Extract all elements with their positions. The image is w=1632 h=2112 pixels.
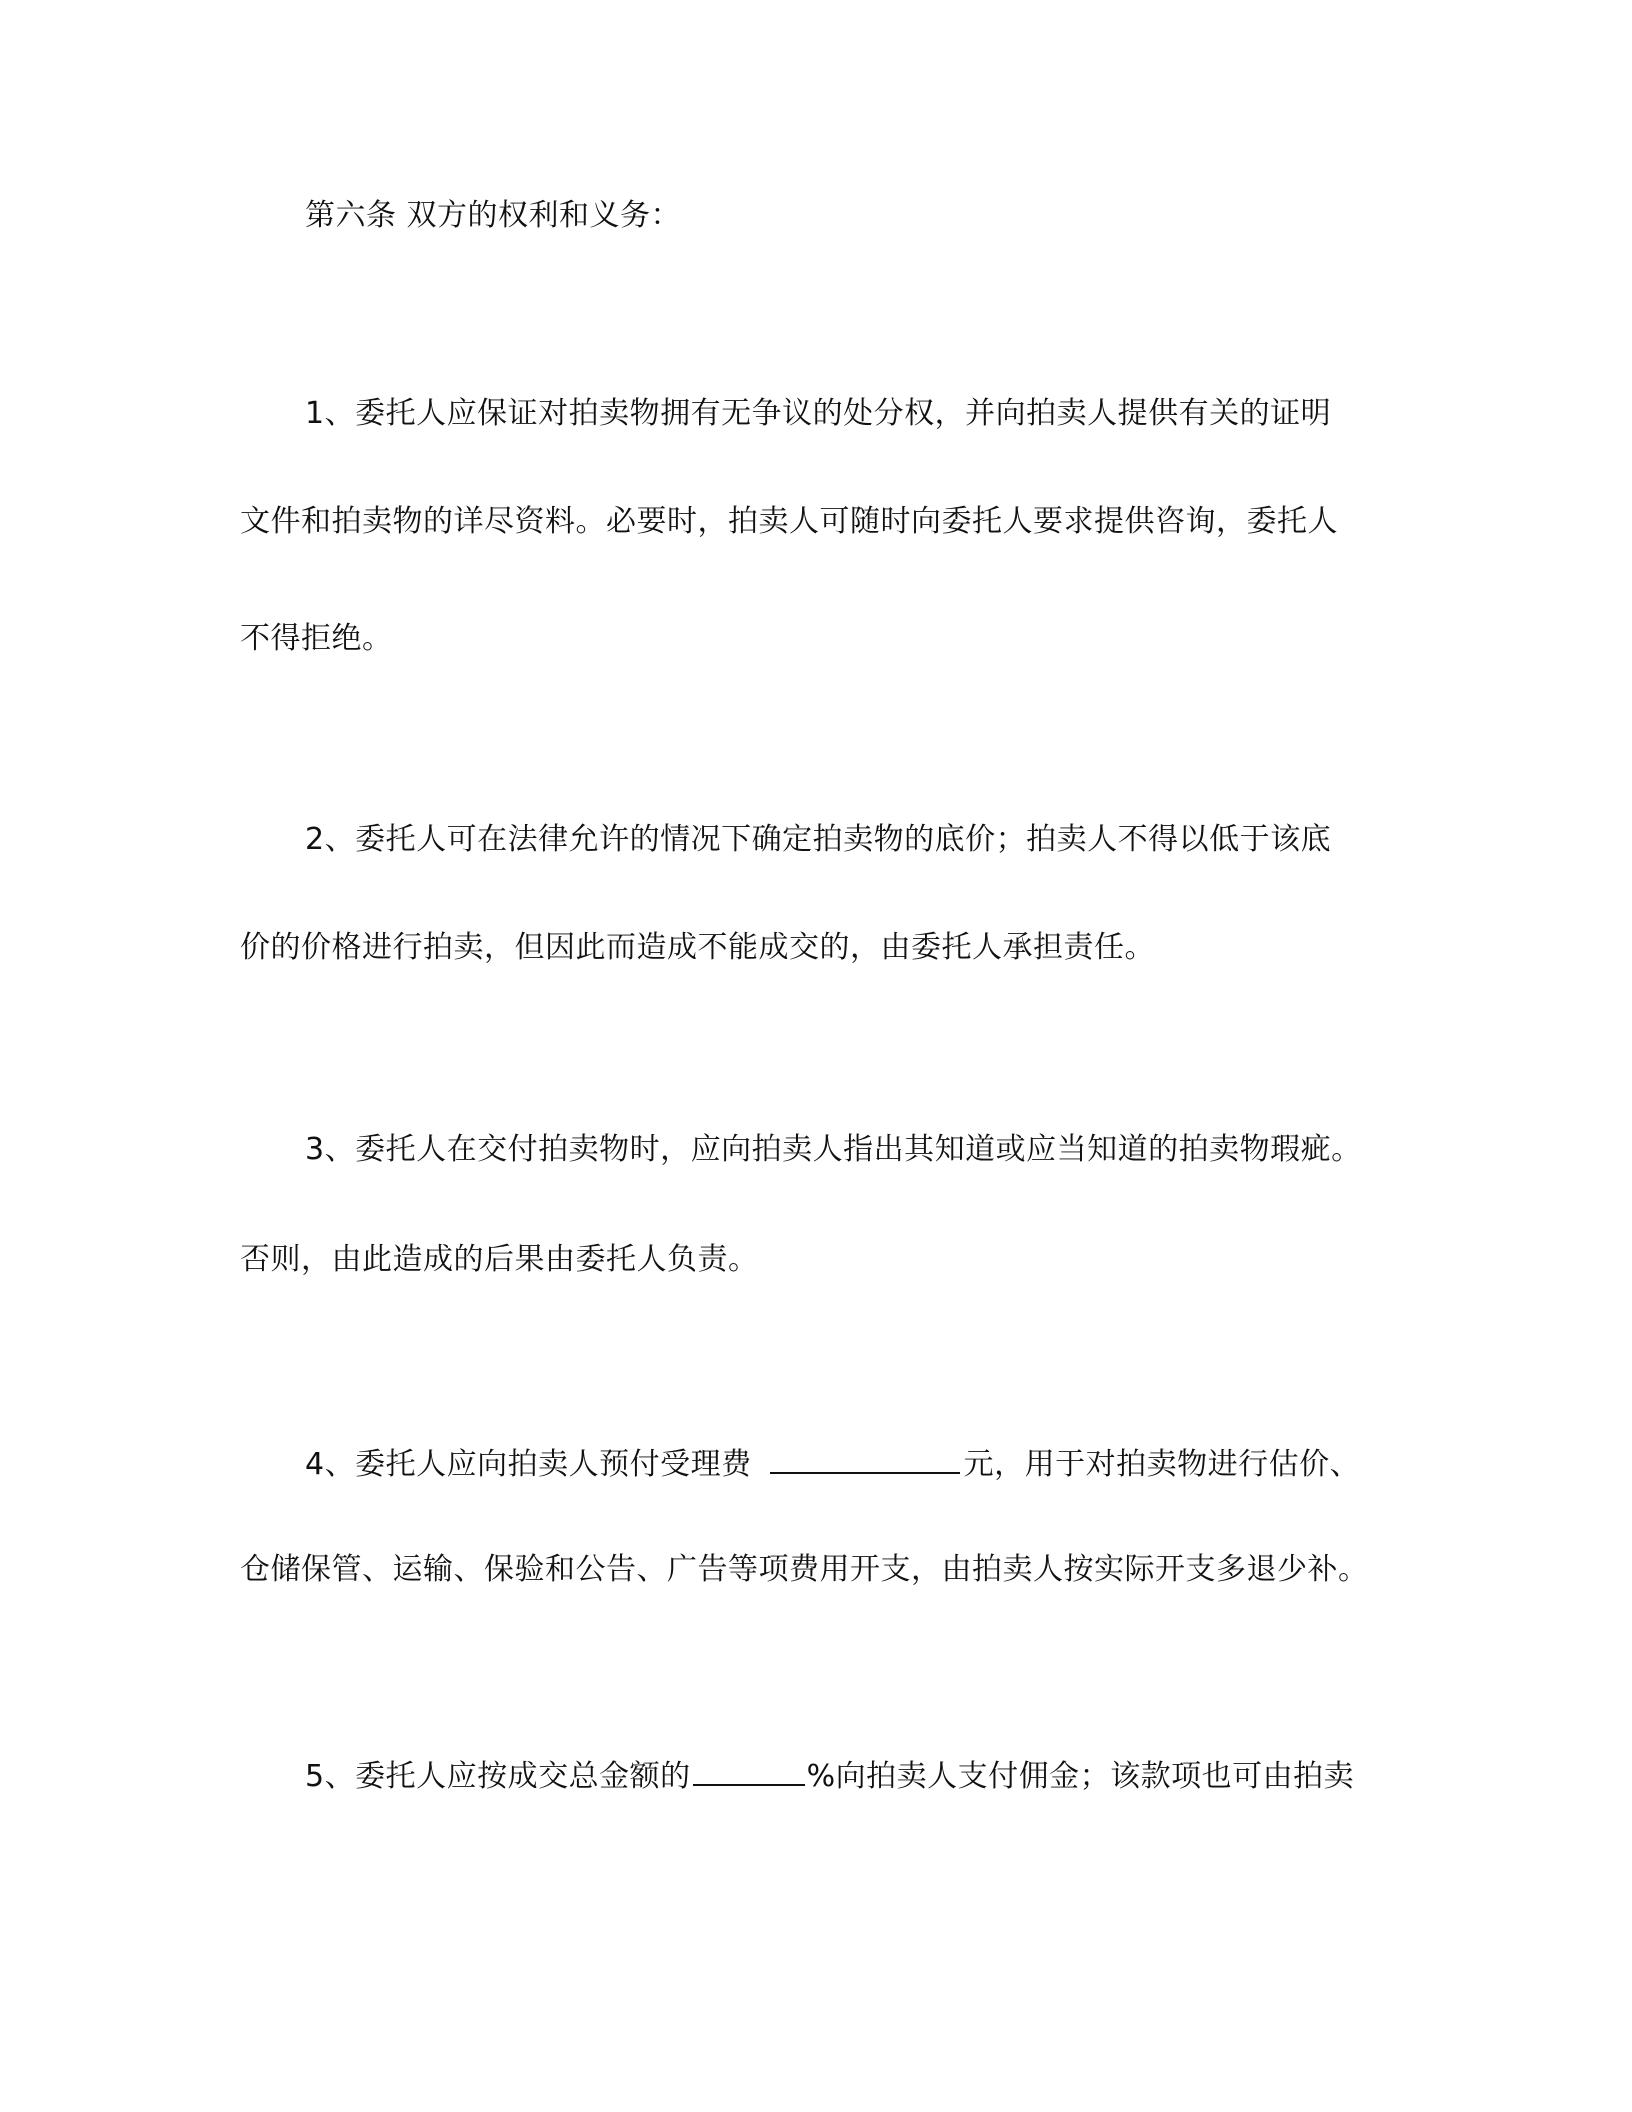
clause-2-line-2: 价的价格进行拍卖，但因此而造成不能成交的，由委托人承担责任。 bbox=[240, 930, 1155, 965]
commission-percent-blank bbox=[693, 1752, 805, 1786]
clause-5-line-1 bbox=[305, 1752, 1354, 1797]
clause-5-text-after-blank: %向拍卖人支付佣金；该款项也可由拍卖 bbox=[806, 1759, 1355, 1794]
clause-3-line-2: 否则，由此造成的后果由委托人负责。 bbox=[240, 1242, 759, 1277]
article-heading: 第六条 双方的权利和义务： bbox=[305, 198, 682, 233]
fee-amount-blank bbox=[770, 1440, 960, 1474]
clause-4-line-2: 仓储保管、运输、保验和公告、广告等项费用开支，由拍卖人按实际开支多退少补。 bbox=[240, 1552, 1369, 1587]
clause-3-line-1: 3、委托人在交付拍卖物时，应向拍卖人指出其知道或应当知道的拍卖物瑕疵。 bbox=[305, 1132, 1362, 1167]
clause-1-line-1: 1、委托人应保证对拍卖物拥有无争议的处分权，并向拍卖人提供有关的证明 bbox=[305, 396, 1332, 431]
clause-4-line-1 bbox=[305, 1440, 1360, 1485]
clause-5-text-before-blank: 5、委托人应按成交总金额的 bbox=[305, 1759, 691, 1794]
clause-4-text-before-blank: 4、委托人应向拍卖人预付受理费 bbox=[305, 1447, 752, 1482]
clause-2-line-1: 2、委托人可在法律允许的情况下确定拍卖物的底价；拍卖人不得以低于该底 bbox=[305, 822, 1332, 857]
clause-1-line-2: 文件和拍卖物的详尽资料。必要时，拍卖人可随时向委托人要求提供咨询，委托人 bbox=[240, 504, 1338, 539]
clause-1-line-3: 不得拒绝。 bbox=[240, 621, 393, 656]
clause-4-text-after-blank: 元，用于对拍卖物进行估价、 bbox=[963, 1447, 1361, 1482]
